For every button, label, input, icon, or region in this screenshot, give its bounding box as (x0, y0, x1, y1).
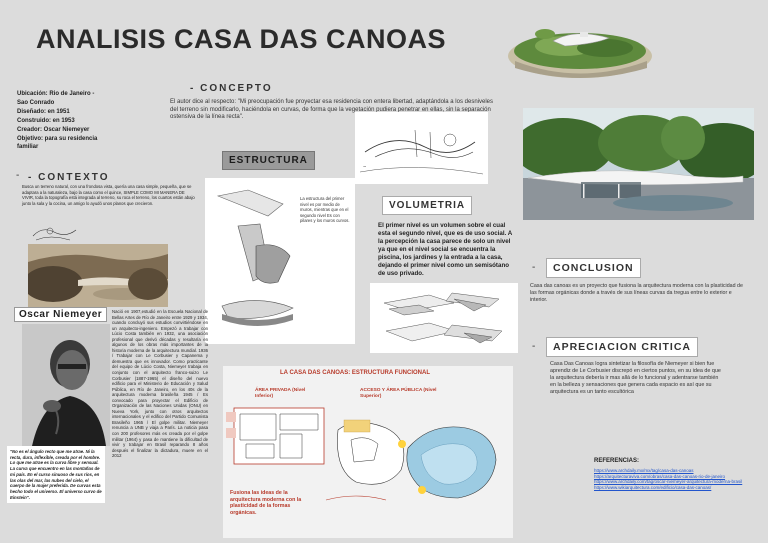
page-title: ANALISIS CASA DAS CANOAS (36, 24, 447, 54)
historic-photo (28, 244, 168, 307)
conclusion-bullet: - (532, 262, 536, 273)
funcional-public: ACCESO Y ÁREA PÚBLICA (Nivel Superior) (360, 388, 437, 399)
concepto-text: El autor dice al respecto: "Mi preocupación fue proyectar esa residencia con entera libertad, adaptándola a los desniveles del terreno sin modificarlo, haciéndola en curvas, de forma que la vegetación pudiera penetrar en ellas, sin la separación ostensiva de la línea recta". (170, 99, 493, 120)
concepto-label: - CONCEPTO (190, 83, 273, 94)
site-sketch (30, 222, 80, 246)
references-title: REFERENCIAS: (594, 458, 640, 464)
info-creator: Creador: Oscar Niemeyer (17, 126, 90, 133)
info-designed: Diseñado: en 1951 (17, 108, 70, 115)
info-location: Ubicación: Rio de Janeiro - Sao Conrado (17, 91, 95, 106)
apreciacion-label: APRECIACION CRITICA (546, 337, 698, 357)
oscar-bio: Nació en 1907,estudió en la Escuela Nacional de Bellas Artes de Río de Janeiro entre 1929 y 1934, cuando concluyó sus estudios convirtiéndose en un arquitecto-ingeniero. Empezó a trabajar con Lúcio Costa también en 1932, una asociación profesional que derivó décadas y resultaría en algunos de los obras más importantes de la historia moderna de la arquitectura mundial. 1936 / Trabajar con Le Corbusier y Capanema y demuestra que es innovador. Como practicante del equipo de Lúcio Costa, Niemeyer trabaja en conjunto con el arquitecto franco-suizo Le Corbusier (1887-1965) el diseño del nuevo edificio para el Ministerio de Educación y Salud Pública, en Río de Janeiro, en los 40s de la arquitectura moderna brasileña 1945 / Es convocado para proyectar el Edificio de Organización de las Naciones Unidas (ONU) en Nueva York, junto con otros arquitectos internacionales y el edifico del Partido Comunista Brasileño 1965 / El golpe militar. Niemeyer renuncia a UNB y viaja a París. La noticia pasa con 200 profesores más es creada por el golpe militar (1964) y pasa de mantiene la dificultad de vivir y trabajar en Brasil reparando 8 años después el finalizar la dictadura, muere en el 2012 (112, 309, 208, 459)
volumetria-text: El primer nivel es un volumen sobre el cual esta el segundo nivel, que es de uso social. A la percepción la casa parece de solo un nivel ya que en el nivel social se encuentra la piscina, los jardines y la entrada a la casa, dejando el primer nivel como un semisótano de uso privado. (378, 222, 512, 277)
estructura-text: La estructura del primer nivel es por medio de muros, mientras que en el segundo nivel Es con pilares y los muros curvos. (300, 196, 350, 224)
model-image (505, 6, 655, 81)
apreciacion-text: Casa Das Canoas logra sintetizar la filosofía de Niemeyer si bien fue aprendiz de Le Corbusier discrepó en ciertos puntos, en su idea de que la arquitectura debería ir mas allá de lo funcional y adentrarse también en la belleza y sensaciones que genera cada espacio es así que su arquitectura es un tanto escultórica (550, 361, 721, 395)
reference-link[interactable]: https://www.archdaily.com/tag/oscar-niemeyer-arquitectura-moderna-brasil (594, 479, 743, 484)
volumetria-drawings (374, 285, 514, 351)
funcional-title: LA CASA DAS CANOAS: ESTRUCTURA FUNCIONAL (280, 370, 430, 376)
info-objective: Objetivo: para su residencia familiar (17, 135, 98, 150)
funcional-private: ÁREA PRIVADA (Nivel Inferior) (255, 388, 306, 399)
project-info (17, 90, 101, 152)
contexto-bullet: - (16, 170, 20, 181)
contexto-text: Busca un terreno natural, con una frondosa vista, quería una casa simple, pequeña, que se adaptara a la naturaleza, bajo la casa como el quince, SIMPLE COMO MI MANERA DE VIVIR, toda la topografía está integrada al terreno, su roca el terreno, los cuartos están abajo junto la sala y la cocina, un amigo lo ayudó unos planos que crecieron. (22, 184, 195, 206)
volumetria-label: VOLUMETRIA (382, 196, 472, 215)
oscar-portrait (22, 324, 110, 446)
funcional-caption: Fusiona las ideas de la arquitectura moderna con la plasticidad de la formas orgánicas. (230, 490, 302, 516)
oscar-label: Oscar Niemeyer (14, 307, 107, 322)
svg-text:~: ~ (363, 164, 367, 169)
house-photo (523, 108, 754, 220)
contexto-label: - CONTEXTO (28, 172, 110, 183)
apreciacion-bullet: - (532, 341, 536, 352)
estructura-drawings (208, 186, 300, 336)
info-built: Construido: en 1953 (17, 117, 75, 124)
references-list (594, 468, 754, 490)
conclusion-text: Casa das canoas es un proyecto que fusiona la arquitectura moderna con la plasticidad de las formas orgánicas donde a través de sus líneas curvas da tregua entre lo exterior e interior. (530, 283, 743, 303)
conclusion-label: CONCLUSION (546, 258, 641, 278)
oscar-quote: "No es el ángulo recto que me atrae. Ni la recta, dura, inflexible, creada por el hombre. Lo que me atrae es la curva libre y sensual. La curva que encuentro en las montañas de mi país. En el curso sinuoso de sus ríos, en las olas del mar, las nubes del cielo, el cuerpo de la mujer preferida. De curvas esta hecho todo el universo. El universo curvo de Einstein". (7, 446, 105, 503)
estructura-label: ESTRUCTURA (222, 151, 315, 170)
concept-sketch (355, 112, 488, 184)
reference-link[interactable]: https://arquitecturaviva.com/obras/casa-das-canoas-rio-de-janeiro (594, 473, 726, 479)
reference-link[interactable]: https://www.wikiarquitectura.com/edificio/casa-das-canoas/ (594, 484, 712, 490)
reference-link[interactable]: https://www.archdaily.mx/mx/tag/casa-das-canoas (594, 468, 694, 473)
